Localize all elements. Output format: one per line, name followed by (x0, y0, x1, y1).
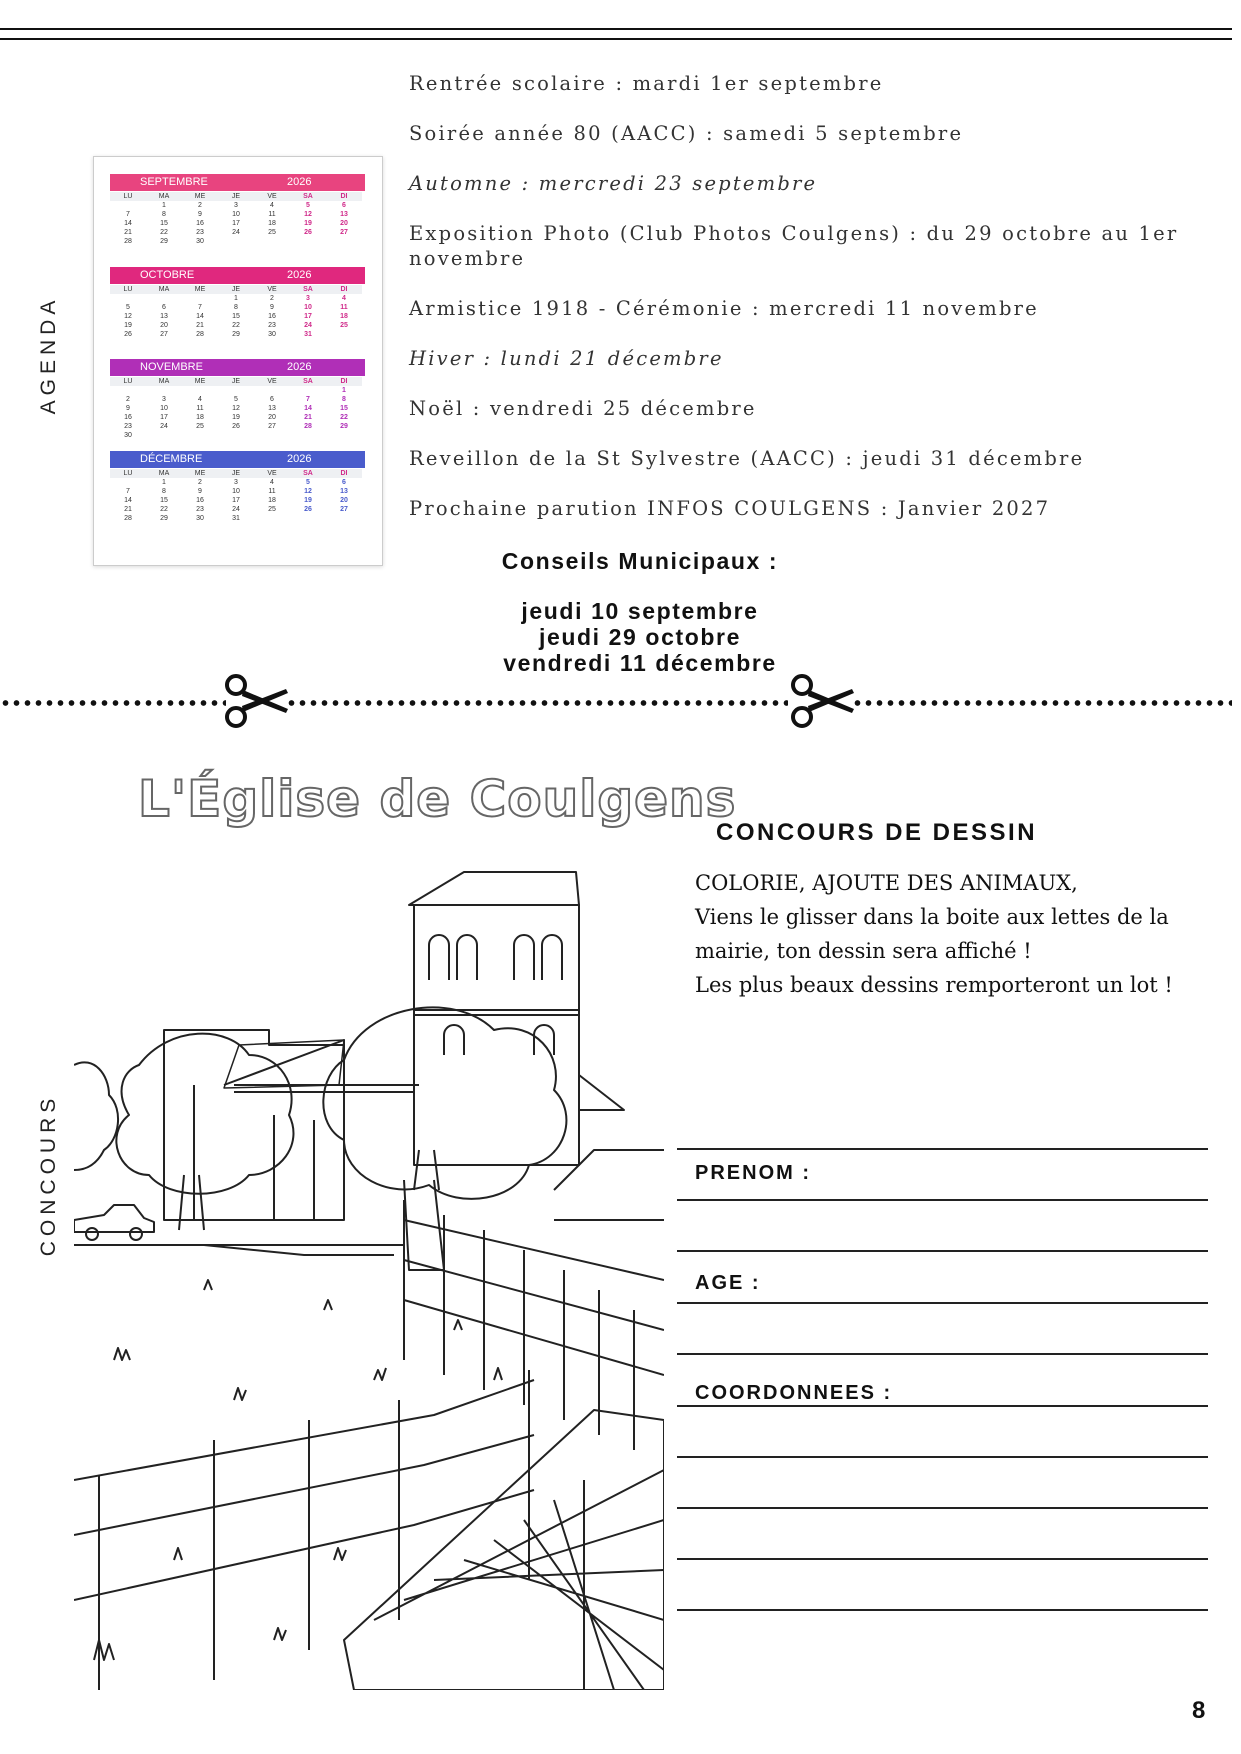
calendar-day (146, 431, 182, 440)
calendar-month (110, 451, 365, 523)
calendar-day: 3 (234, 479, 238, 486)
calendar-grid (110, 285, 365, 339)
calendar-day: 7 (306, 396, 310, 403)
calendar-day: 30 (196, 238, 204, 245)
calendar-month-header (110, 359, 365, 376)
calendar-weekday: ME (182, 377, 218, 386)
cut-line (852, 700, 1232, 706)
prenom-label: PRENOM : (695, 1162, 811, 1184)
calendar-weekday: SA (290, 377, 326, 386)
calendar-month-name: SEPTEMBRE (140, 176, 208, 188)
calendar-day (290, 237, 326, 246)
concours-title: CONCOURS DE DESSIN (716, 819, 1038, 846)
calendar-month (110, 267, 365, 339)
agenda-item: Armistice 1918 - Cérémonie : mercredi 11 novembre (409, 297, 1039, 320)
calendar-day: 1 (234, 295, 238, 302)
calendar-weekday: VE (254, 285, 290, 294)
calendar-grid (110, 469, 365, 523)
calendar-day: 28 (304, 423, 312, 430)
calendar-day: 11 (268, 488, 276, 495)
calendar-weekday: LU (110, 377, 146, 386)
agenda-item: Reveillon de la St Sylvestre (AACC) : jeudi 31 décembre (409, 447, 1085, 470)
calendar-day: 1 (342, 387, 346, 394)
calendar-weekday: ME (182, 192, 218, 201)
calendar-day: 6 (270, 396, 274, 403)
calendar-weekday: SA (290, 469, 326, 478)
conseil-date: jeudi 29 octobre (539, 624, 741, 650)
calendar-day (218, 431, 254, 440)
calendar-day: 13 (160, 313, 168, 320)
calendar-day: 14 (304, 405, 312, 412)
agenda-item: Prochaine parution INFOS COULGENS : Janvier 2027 (409, 497, 1051, 520)
calendar-day: 18 (268, 497, 276, 504)
conseils-dates (420, 598, 860, 676)
calendar-weekday: JE (218, 192, 254, 201)
calendar-day: 1 (162, 479, 166, 486)
calendar-day (290, 514, 326, 523)
calendar-month-header (110, 451, 365, 468)
calendar-day: 5 (306, 202, 310, 209)
calendar-day (254, 386, 290, 395)
cut-line (286, 700, 788, 706)
calendar-day: 21 (196, 322, 204, 329)
calendar-weekday: DI (326, 192, 362, 201)
coordonnees-field[interactable] (677, 1456, 1208, 1458)
conseil-date: vendredi 11 décembre (503, 650, 777, 676)
calendar-weekday: SA (290, 192, 326, 201)
calendar-day: 8 (234, 304, 238, 311)
calendar-day: 16 (124, 414, 132, 421)
calendar-weekday: JE (218, 285, 254, 294)
calendar-weekday: DI (326, 469, 362, 478)
page-number: 8 (1192, 1697, 1206, 1724)
calendar-day: 3 (306, 295, 310, 302)
calendar-day: 21 (124, 506, 132, 513)
coordonnees-label: COORDONNEES : (695, 1382, 893, 1404)
calendar-month-name: DÉCEMBRE (140, 453, 203, 465)
agenda-item: Automne : mercredi 23 septembre (409, 172, 818, 195)
calendar-weekday: DI (326, 285, 362, 294)
calendar-weekday: MA (146, 192, 182, 201)
calendar-weekday: JE (218, 377, 254, 386)
calendar-month-name: OCTOBRE (140, 269, 195, 281)
calendar-day: 2 (270, 295, 274, 302)
calendar-month-header (110, 267, 365, 284)
calendar-weekday: VE (254, 377, 290, 386)
scissors-icon (790, 673, 856, 729)
calendar-day (146, 294, 182, 303)
calendar-day: 8 (162, 211, 166, 218)
calendar-day: 20 (160, 322, 168, 329)
top-rule-2 (0, 38, 1232, 40)
calendar-weekday: MA (146, 469, 182, 478)
calendar-day: 19 (124, 322, 132, 329)
calendar-day: 17 (160, 414, 168, 421)
calendar-day: 9 (198, 488, 202, 495)
calendar-day: 8 (162, 488, 166, 495)
calendar-day: 22 (340, 414, 348, 421)
calendar-weekday: ME (182, 285, 218, 294)
calendar-day: 17 (232, 497, 240, 504)
calendar-day: 25 (340, 322, 348, 329)
calendar-day: 16 (196, 220, 204, 227)
calendar-day: 29 (340, 423, 348, 430)
calendar-day: 25 (268, 506, 276, 513)
calendar-month (110, 359, 365, 440)
calendar-day: 5 (306, 479, 310, 486)
calendar-grid (110, 192, 365, 246)
calendar-day: 10 (232, 488, 240, 495)
cut-line (0, 700, 226, 706)
calendar-day: 7 (198, 304, 202, 311)
calendar-day: 26 (232, 423, 240, 430)
calendar-day: 27 (340, 506, 348, 513)
calendar-day: 20 (340, 497, 348, 504)
form-line (677, 1250, 1208, 1252)
coordonnees-field[interactable] (677, 1405, 1208, 1407)
scissors-icon (224, 673, 290, 729)
calendar-day (182, 294, 218, 303)
calendar-day: 14 (124, 497, 132, 504)
calendar-month (110, 174, 365, 246)
calendar-day: 30 (196, 515, 204, 522)
calendar-day: 4 (270, 479, 274, 486)
calendar-day (110, 294, 146, 303)
calendar-month-year: 2026 (287, 269, 312, 281)
calendar-day: 7 (126, 488, 130, 495)
calendar-day (146, 386, 182, 395)
calendar-day: 14 (196, 313, 204, 320)
calendar-day: 10 (232, 211, 240, 218)
calendar-month-year: 2026 (287, 176, 312, 188)
calendar-day: 8 (342, 396, 346, 403)
calendar-day: 26 (124, 331, 132, 338)
calendar-day (326, 431, 362, 440)
calendar-day: 9 (198, 211, 202, 218)
calendar-day: 31 (232, 515, 240, 522)
calendar-day: 24 (304, 322, 312, 329)
calendar-day (110, 386, 146, 395)
coordonnees-field[interactable] (677, 1609, 1208, 1611)
calendar-day (290, 386, 326, 395)
calendar-day: 22 (232, 322, 240, 329)
calendar-day (326, 330, 362, 339)
calendar-day (254, 237, 290, 246)
calendar-day: 19 (304, 220, 312, 227)
calendar-month-year: 2026 (287, 361, 312, 373)
calendar-day: 2 (198, 202, 202, 209)
calendar-day (110, 201, 146, 210)
calendar-day: 24 (232, 506, 240, 513)
calendar-day: 15 (340, 405, 348, 412)
calendar-weekday: MA (146, 285, 182, 294)
age-field[interactable] (677, 1302, 1208, 1304)
coordonnees-field[interactable] (677, 1558, 1208, 1560)
agenda-side-label: AGENDA (37, 295, 60, 415)
calendar-day: 6 (342, 202, 346, 209)
agenda-item: Hiver : lundi 21 décembre (409, 347, 724, 370)
calendar-day: 12 (304, 488, 312, 495)
drawing-title: L'Église de Coulgens (138, 770, 737, 828)
calendar-day: 24 (232, 229, 240, 236)
calendar-day: 27 (268, 423, 276, 430)
concours-line: COLORIE, AJOUTE DES ANIMAUX, (695, 871, 1078, 895)
calendar-day: 25 (196, 423, 204, 430)
calendar-day: 2 (126, 396, 130, 403)
calendar-weekday: LU (110, 285, 146, 294)
calendar-weekday: SA (290, 285, 326, 294)
calendar-day: 9 (270, 304, 274, 311)
calendar-day (182, 431, 218, 440)
calendar-day: 21 (304, 414, 312, 421)
calendar-day: 31 (304, 331, 312, 338)
calendar-day: 23 (124, 423, 132, 430)
calendar-day: 5 (126, 304, 130, 311)
agenda-item: Noël : vendredi 25 décembre (409, 397, 757, 420)
calendar-day: 16 (196, 497, 204, 504)
calendar-day: 15 (160, 497, 168, 504)
concours-line: mairie, ton dessin sera affiché ! (695, 939, 1032, 963)
calendar-day (218, 386, 254, 395)
calendar-day: 17 (304, 313, 312, 320)
calendar-day: 22 (160, 229, 168, 236)
calendar-weekday: ME (182, 469, 218, 478)
prenom-field[interactable] (677, 1199, 1208, 1201)
calendar-day: 11 (340, 304, 348, 311)
calendar-month-year: 2026 (287, 453, 312, 465)
church-coloring-illustration (74, 860, 664, 1690)
agenda-item: Soirée année 80 (AACC) : samedi 5 septembre (409, 122, 964, 145)
calendar-day (254, 514, 290, 523)
calendar-day: 19 (232, 414, 240, 421)
calendar-weekday: LU (110, 469, 146, 478)
calendar-day (326, 514, 362, 523)
calendar-month-name: NOVEMBRE (140, 361, 203, 373)
calendar-day: 30 (268, 331, 276, 338)
agenda-item: Rentrée scolaire : mardi 1er septembre (409, 72, 884, 95)
calendar-day: 11 (196, 405, 204, 412)
calendar-day: 13 (340, 211, 348, 218)
calendar-day: 28 (124, 238, 132, 245)
calendar-day: 15 (160, 220, 168, 227)
calendar-grid (110, 377, 365, 440)
calendar-day: 29 (232, 331, 240, 338)
calendar-day: 20 (268, 414, 276, 421)
calendar-day: 14 (124, 220, 132, 227)
calendar-day: 30 (124, 432, 132, 439)
conseil-date: jeudi 10 septembre (521, 598, 759, 624)
calendar-day: 10 (304, 304, 312, 311)
concours-line: Les plus beaux dessins remporteront un lot ! (695, 973, 1173, 997)
calendar-day: 22 (160, 506, 168, 513)
calendar-weekday: LU (110, 192, 146, 201)
calendar-day: 12 (232, 405, 240, 412)
calendar-day: 19 (304, 497, 312, 504)
calendar-weekday: DI (326, 377, 362, 386)
calendar-day: 21 (124, 229, 132, 236)
calendar-day: 23 (268, 322, 276, 329)
calendar-day: 27 (340, 229, 348, 236)
calendar-day: 23 (196, 229, 204, 236)
calendar-day: 29 (160, 238, 168, 245)
calendar-day: 27 (160, 331, 168, 338)
calendar-day: 15 (232, 313, 240, 320)
calendar-day: 28 (196, 331, 204, 338)
form-line (677, 1148, 1208, 1150)
calendar-day: 5 (234, 396, 238, 403)
concours-line: Viens le glisser dans la boite aux lettes de la (695, 905, 1169, 929)
calendar-day: 26 (304, 229, 312, 236)
calendar-day: 10 (160, 405, 168, 412)
agenda-item: Exposition Photo (Club Photos Coulgens) : du 29 octobre au 1er (409, 222, 1179, 245)
calendar-card (93, 156, 383, 566)
calendar-day: 7 (126, 211, 130, 218)
calendar-day: 16 (268, 313, 276, 320)
calendar-day (182, 386, 218, 395)
calendar-day: 18 (268, 220, 276, 227)
calendar-day: 25 (268, 229, 276, 236)
calendar-day (326, 237, 362, 246)
calendar-day: 4 (198, 396, 202, 403)
calendar-day: 26 (304, 506, 312, 513)
calendar-weekday: MA (146, 377, 182, 386)
calendar-day: 12 (304, 211, 312, 218)
calendar-day: 6 (162, 304, 166, 311)
calendar-month-header (110, 174, 365, 191)
coordonnees-field[interactable] (677, 1507, 1208, 1509)
calendar-day: 4 (342, 295, 346, 302)
calendar-day: 20 (340, 220, 348, 227)
calendar-day: 18 (196, 414, 204, 421)
calendar-day: 12 (124, 313, 132, 320)
calendar-day: 23 (196, 506, 204, 513)
age-label: AGE : (695, 1272, 761, 1294)
calendar-day: 6 (342, 479, 346, 486)
calendar-weekday: JE (218, 469, 254, 478)
calendar-day (110, 478, 146, 487)
conseils-title: Conseils Municipaux : (501, 548, 779, 574)
concours-side-label: CONCOURS (37, 1093, 60, 1257)
calendar-weekday: VE (254, 192, 290, 201)
calendar-day (290, 431, 326, 440)
calendar-day: 18 (340, 313, 348, 320)
calendar-day (254, 431, 290, 440)
calendar-day: 9 (126, 405, 130, 412)
top-rule (0, 28, 1232, 30)
calendar-day (218, 237, 254, 246)
calendar-day: 13 (340, 488, 348, 495)
calendar-day: 1 (162, 202, 166, 209)
calendar-day: 3 (234, 202, 238, 209)
calendar-day: 28 (124, 515, 132, 522)
calendar-day: 4 (270, 202, 274, 209)
form-line (677, 1353, 1208, 1355)
calendar-day: 13 (268, 405, 276, 412)
calendar-day: 17 (232, 220, 240, 227)
calendar-day: 11 (268, 211, 276, 218)
calendar-weekday: VE (254, 469, 290, 478)
calendar-day: 29 (160, 515, 168, 522)
calendar-day: 2 (198, 479, 202, 486)
calendar-day: 24 (160, 423, 168, 430)
calendar-day: 3 (162, 396, 166, 403)
agenda-item: novembre (409, 247, 526, 270)
